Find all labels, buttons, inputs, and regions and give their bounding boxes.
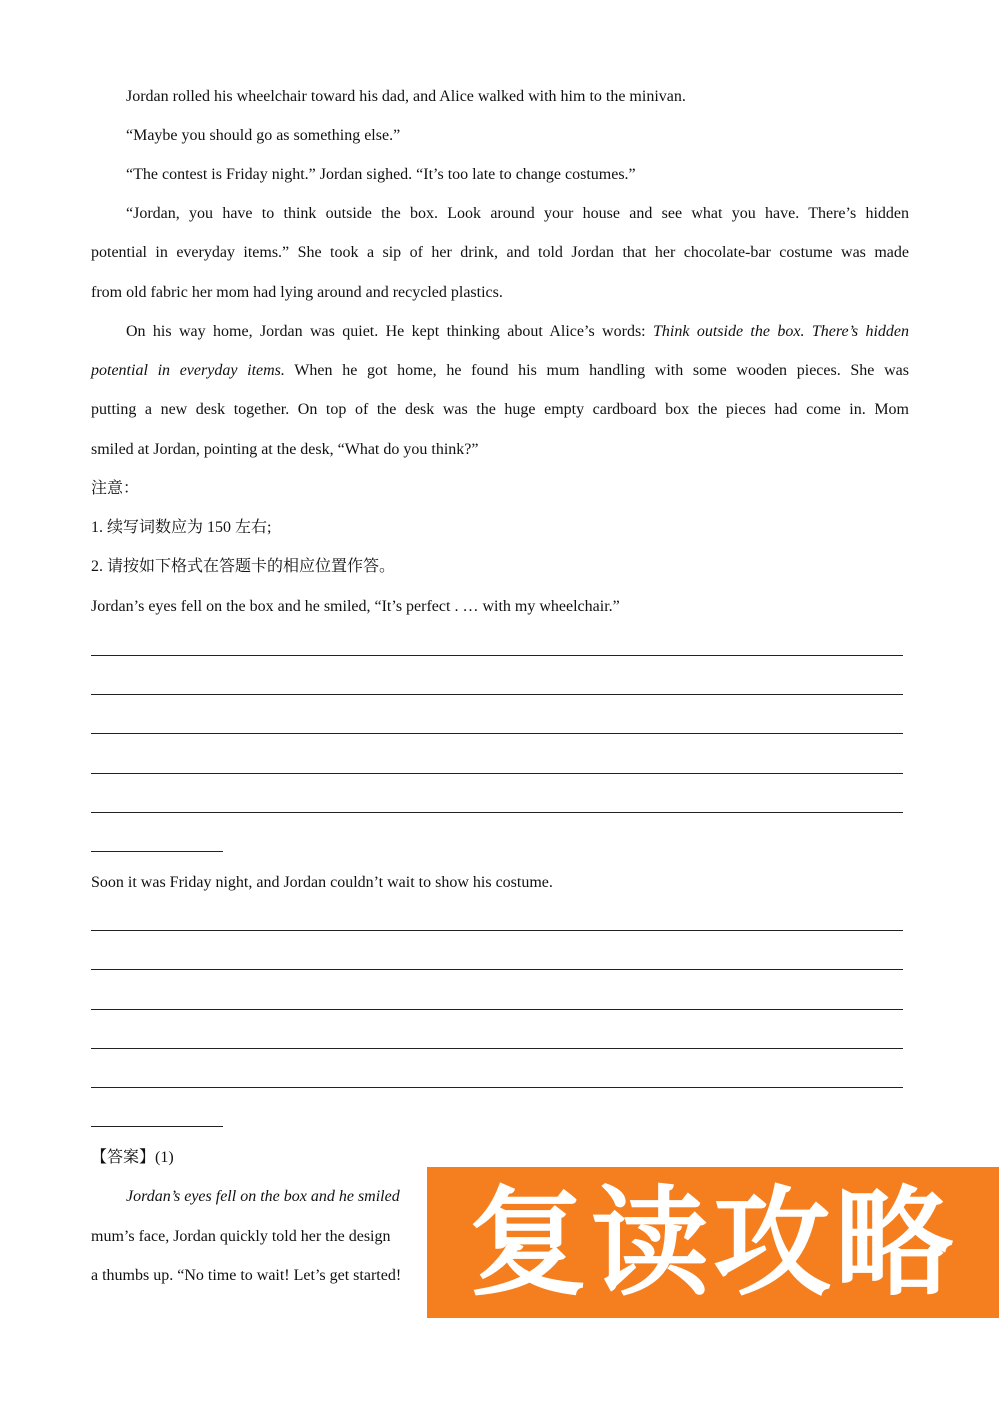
watermark-logo xyxy=(427,1167,999,1318)
notes-heading: 注意： xyxy=(91,480,140,497)
notes-item-2: 2. 请按如下格式在答题卡的相应位置作答。 xyxy=(91,558,396,575)
answer-line xyxy=(91,655,903,656)
answer-text-line-3: a thumbs up. “No time to wait! Let’s get started! xyxy=(91,1267,402,1284)
passage-paragraph-5-line-3: putting a new desk together. On top of the desk was the huge empty cardboard box the pieces had come in. Mom xyxy=(91,401,909,418)
continuation-prompt-1: Jordan’s eyes fell on the box and he smiled, “It’s perfect . … with my wheelchair.” xyxy=(91,598,620,615)
answer-italic-start: Jordan’s eyes fell on the box and he smiled xyxy=(126,1188,400,1205)
answer-line xyxy=(91,694,903,695)
quoted-words: Think outside the box. There’s hidden xyxy=(653,323,909,340)
answer-line-short xyxy=(91,1126,223,1127)
answer-label: 【答案】(1) xyxy=(91,1149,174,1166)
passage-text: On his way home, Jordan was quiet. He kept thinking about Alice’s words: xyxy=(126,323,653,340)
answer-line xyxy=(91,930,903,931)
answer-line xyxy=(91,969,903,970)
answer-line xyxy=(91,1009,903,1010)
passage-paragraph-2: “Maybe you should go as something else.” xyxy=(126,127,401,144)
continuation-prompt-2: Soon it was Friday night, and Jordan couldn’t wait to show his costume. xyxy=(91,874,553,891)
passage-paragraph-1: Jordan rolled his wheelchair toward his dad, and Alice walked with him to the minivan. xyxy=(126,88,686,105)
passage-paragraph-5-line-1 xyxy=(126,321,909,343)
passage-paragraph-5-line-2 xyxy=(91,360,909,382)
passage-paragraph-4-line-1: “Jordan, you have to think outside the box. Look around your house and see what you have. There’s hidden xyxy=(126,205,909,222)
answer-line xyxy=(91,773,903,774)
quoted-words: potential in everyday items. xyxy=(91,362,285,379)
passage-paragraph-4-line-2: potential in everyday items.” She took a sip of her drink, and told Jordan that her chocolate-bar costume was made xyxy=(91,244,909,261)
answer-line xyxy=(91,1087,903,1088)
answer-line xyxy=(91,812,903,813)
notes-item-1: 1. 续写词数应为 150 左右; xyxy=(91,519,272,536)
watermark-text: 复读攻略 xyxy=(468,1173,957,1312)
passage-text: When he got home, he found his mum handling with some wooden pieces. She was xyxy=(284,362,909,379)
answer-line xyxy=(91,1048,903,1049)
passage-paragraph-3: “The contest is Friday night.” Jordan sighed. “It’s too late to change costumes.” xyxy=(126,166,636,183)
passage-paragraph-4-line-3: from old fabric her mom had lying around and recycled plastics. xyxy=(91,284,503,301)
answer-text-line-2: mum’s face, Jordan quickly told her the design xyxy=(91,1228,391,1245)
answer-line xyxy=(91,733,903,734)
answer-line-short xyxy=(91,851,223,852)
passage-paragraph-5-line-4: smiled at Jordan, pointing at the desk, “What do you think?” xyxy=(91,441,479,458)
